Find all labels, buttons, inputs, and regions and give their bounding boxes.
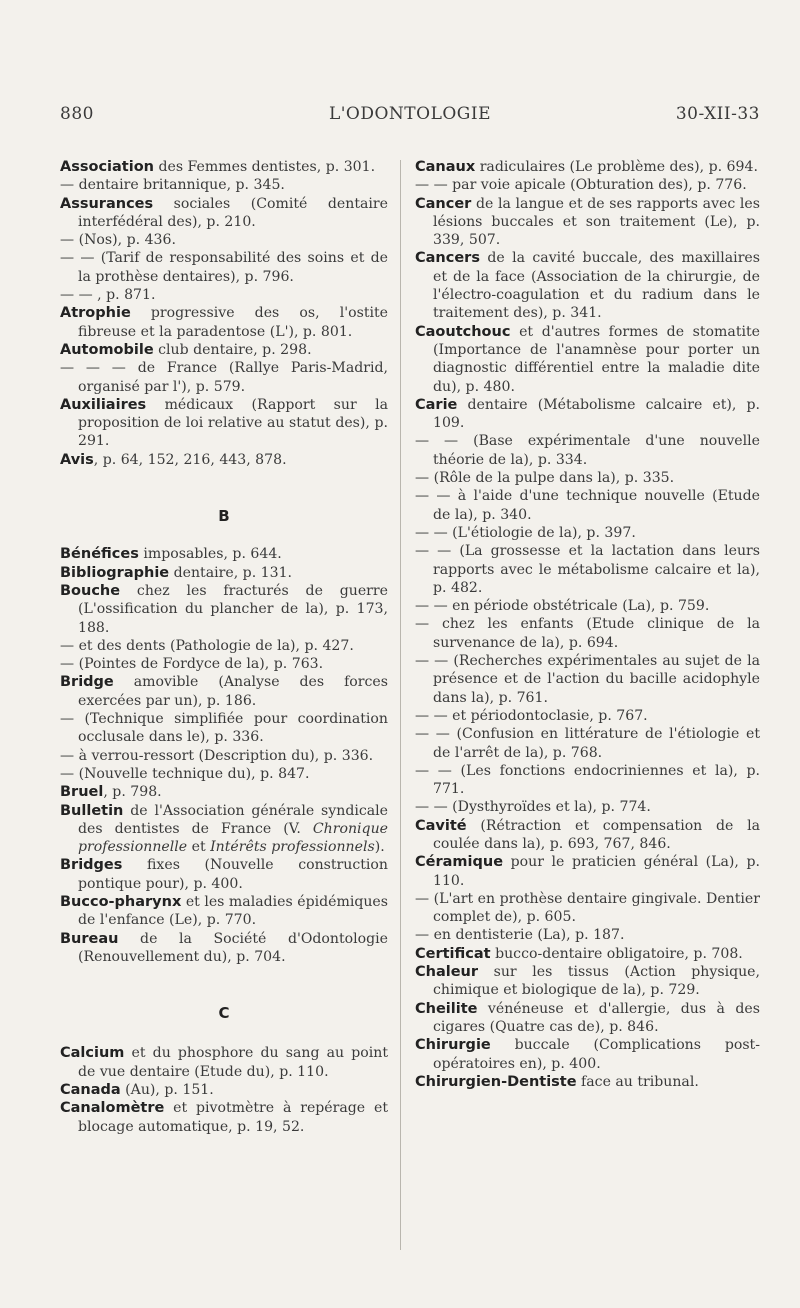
entry-keyword: Avis — [60, 451, 94, 468]
entry-text: bucco-dentaire obligatoire, p. 708. — [490, 945, 743, 962]
entry-text: — (Nos), p. 436. — [60, 232, 176, 249]
index-entry — [415, 963, 760, 1000]
index-entry — [415, 926, 760, 944]
index-entry — [415, 725, 760, 762]
index-entry — [60, 930, 388, 967]
index-entry — [60, 545, 388, 563]
entry-text: dentaire, p. 131. — [169, 564, 293, 581]
entry-text: — chez les enfants (Etude clinique de la survenance de la), p. 694. — [415, 616, 760, 651]
entry-keyword: Canaux — [415, 159, 476, 175]
index-entry — [415, 652, 760, 707]
index-entry — [60, 747, 388, 765]
index-entry — [60, 304, 388, 341]
entry-text: et d'autres formes de stomatite (Importance de l'anamnèse pour porter un diagnostic différentiel entre la maladie dite du), p. 480. — [433, 323, 760, 395]
index-entry — [60, 655, 388, 673]
index-entry — [60, 249, 388, 286]
entry-text: face au tribunal. — [576, 1073, 699, 1090]
entry-text: — — — de France (Rallye Paris-Madrid, organisé par l'), p. 579. — [60, 360, 388, 395]
entry-italic: Intérêts professionnels — [210, 839, 375, 856]
entry-keyword: Céramique — [415, 854, 504, 871]
page-number: 880 — [60, 104, 94, 124]
entry-text: — en dentisterie (La), p. 187. — [415, 927, 625, 944]
entry-text: dentaire (Métabolisme calcaire et), p. 109. — [433, 396, 760, 432]
entry-keyword: Bouche — [60, 582, 121, 599]
entry-text: progressive des os, l'ostite fibreuse et la paradentose (L'), p. 801. — [78, 305, 388, 340]
entry-keyword: Caoutchouc — [415, 323, 511, 340]
index-entry — [60, 856, 388, 893]
entry-text: — — , p. 871. — [60, 287, 156, 304]
index-entry — [60, 1081, 388, 1099]
entry-keyword: Bruel — [60, 784, 104, 801]
index-entry — [60, 195, 388, 232]
index-column-left — [60, 158, 388, 1136]
index-entry — [60, 582, 388, 637]
index-entry — [415, 249, 760, 322]
index-entry — [60, 783, 388, 801]
index-entry — [415, 707, 760, 725]
entry-text: médicaux (Rapport sur la proposition de loi relative au statut des), p. 291. — [78, 396, 388, 450]
entry-keyword: Assurances — [60, 195, 154, 212]
index-entry — [60, 451, 388, 469]
entry-text: des Femmes dentistes, p. 301. — [153, 159, 376, 175]
index-entry — [415, 1000, 760, 1037]
entry-text: chez les fracturés de guerre (L'ossification du plancher de la), p. 173, 188. — [78, 582, 388, 636]
entry-text: amovible (Analyse des forces exercées par un), p. 186. — [78, 674, 388, 709]
entry-keyword: Bureau — [60, 930, 119, 947]
index-entry — [415, 798, 760, 816]
index-entry — [60, 286, 388, 304]
entry-text: imposables, p. 644. — [138, 546, 282, 563]
entry-keyword: Chirurgie — [415, 1037, 491, 1054]
entry-keyword: Bibliographie — [60, 564, 170, 581]
entry-keyword: Bridge — [60, 674, 114, 691]
entry-keyword: Bulletin — [60, 802, 124, 819]
entry-text: — — à l'aide d'une technique nouvelle (Etude de la), p. 340. — [415, 488, 760, 523]
entry-keyword: Bucco-pharynx — [60, 893, 182, 910]
entry-keyword: Canada — [60, 1082, 121, 1099]
index-entry — [415, 817, 760, 854]
running-header — [60, 104, 760, 134]
index-entry — [60, 564, 388, 582]
entry-text: pour le praticien général (La), p. 110. — [433, 854, 760, 889]
entry-text: radiculaires (Le problème des), p. 694. — [475, 159, 758, 175]
entry-text: club dentaire, p. 298. — [153, 341, 312, 358]
section-letter: B — [218, 507, 230, 526]
index-entry — [415, 853, 760, 890]
entry-text: — — (La grossesse et la lactation dans leurs rapports avec le métabolisme calcaire et la), p. 482. — [415, 543, 760, 596]
entry-text: — à verrou-ressort (Description du), p. 336. — [60, 747, 374, 764]
entry-text: sur les tissus (Action physique, chimique et biologique de la), p. 729. — [433, 964, 760, 999]
entry-text: de la Société d'Odontologie (Renouvellement du), p. 704. — [78, 930, 388, 965]
entry-keyword: Certificat — [415, 945, 491, 962]
entry-text: et — [187, 839, 211, 856]
index-entry — [60, 765, 388, 783]
index-column-right — [415, 158, 760, 1091]
index-entry — [415, 396, 760, 433]
entry-keyword: Bénéfices — [60, 546, 139, 563]
index-entry — [60, 710, 388, 747]
entry-text: et du phosphore du sang au point de vue dentaire (Etude du), p. 110. — [78, 1045, 388, 1080]
index-entry — [60, 893, 388, 930]
entry-text: de la langue et de ses rapports avec les lésions buccales et son traitement (Le), p. 339, 507. — [433, 195, 760, 249]
entry-text: (Au), p. 151. — [120, 1082, 214, 1099]
index-entry — [60, 673, 388, 710]
index-entry — [415, 597, 760, 615]
index-entry — [415, 469, 760, 487]
entry-text: — — (Dysthyroïdes et la), p. 774. — [415, 799, 651, 816]
entry-keyword: Bridges — [60, 857, 123, 874]
index-entry — [415, 945, 760, 963]
entry-text: — — (Tarif de responsabilité des soins et de la prothèse dentaires), p. 796. — [60, 250, 388, 285]
index-entry — [415, 542, 760, 597]
entry-text: — — en période obstétricale (La), p. 759. — [415, 598, 710, 615]
index-entry — [415, 158, 760, 176]
index-entry — [415, 615, 760, 652]
entry-text: ). — [374, 839, 385, 856]
entry-text: et pivotmètre à repérage et blocage automatique, p. 19, 52. — [78, 1100, 388, 1135]
entry-keyword: Atrophie — [60, 305, 131, 322]
entry-text: de la cavité buccale, des maxillaires et de la face (Association de la chirurgie, de l'électro-coagulation et du radium dans le traitement des), p. 341. — [433, 250, 760, 322]
index-entry — [415, 762, 760, 799]
entry-keyword: Automobile — [60, 341, 154, 358]
index-entry — [415, 487, 760, 524]
entry-keyword: Canalomètre — [60, 1100, 165, 1117]
issue-date: 30-XII-33 — [675, 104, 760, 124]
index-entry — [60, 231, 388, 249]
entry-text: de l'Association générale syndicale des dentistes de France (V. — [78, 802, 388, 837]
index-entry — [60, 637, 388, 655]
entry-text: , p. 798. — [103, 784, 162, 801]
entry-text: — (L'art en prothèse dentaire gingivale. Dentier complet de), p. 605. — [415, 890, 760, 926]
entry-text: et les maladies épidémiques de l'enfance (Le), p. 770. — [78, 893, 388, 929]
index-entry — [60, 176, 388, 194]
index-entry — [60, 396, 388, 451]
index-entry — [415, 432, 760, 469]
entry-keyword: Carie — [415, 396, 458, 413]
entry-text: — — (Base expérimentale d'une nouvelle théorie de la), p. 334. — [415, 433, 760, 468]
index-entry — [60, 1044, 388, 1081]
journal-title: L'ODONTOLOGIE — [328, 104, 492, 124]
index-entry — [60, 341, 388, 359]
index-entry — [60, 802, 388, 857]
entry-text: vénéneuse et d'allergie, dus à des cigares (Quatre cas de), p. 846. — [433, 1000, 760, 1035]
entry-keyword: Chirurgien-Dentiste — [415, 1073, 577, 1090]
entry-text: (Rétraction et compensation de la coulée dans la), p. 693, 767, 846. — [433, 817, 760, 852]
entry-text: — — par voie apicale (Obturation des), p. 776. — [415, 177, 747, 194]
entry-text: — — et périodontoclasie, p. 767. — [415, 707, 648, 724]
entry-text: — (Pointes de Fordyce de la), p. 763. — [60, 656, 324, 673]
entry-keyword: Association — [60, 159, 154, 175]
entry-text: — (Rôle de la pulpe dans la), p. 335. — [415, 470, 675, 487]
entry-keyword: Calcium — [60, 1045, 125, 1062]
entry-text: buccale (Complications post-opératoires en), p. 400. — [433, 1037, 760, 1072]
entry-keyword: Cancers — [415, 250, 480, 267]
entry-keyword: Chaleur — [415, 964, 479, 981]
entry-text: sociales (Comité dentaire interfédéral des), p. 210. — [78, 195, 388, 230]
entry-text: — et des dents (Pathologie de la), p. 427. — [60, 637, 354, 654]
entry-text: — (Nouvelle technique du), p. 847. — [60, 765, 310, 782]
index-entry — [415, 195, 760, 250]
entry-text: fixes (Nouvelle construction pontique pour), p. 400. — [78, 857, 388, 892]
index-entry — [415, 1036, 760, 1073]
entry-keyword: Cavité — [415, 817, 467, 834]
index-entry — [415, 323, 760, 396]
index-entry — [415, 890, 760, 927]
entry-keyword: Auxiliaires — [60, 396, 147, 413]
index-entry — [415, 176, 760, 194]
entry-text: — (Technique simplifiée pour coordination occlusale dans le), p. 336. — [60, 711, 388, 746]
index-entry — [60, 1099, 388, 1136]
entry-text: — — (L'étiologie de la), p. 397. — [415, 524, 636, 541]
index-entry — [415, 524, 760, 542]
index-entry — [415, 1073, 760, 1091]
entry-keyword: Cancer — [415, 195, 472, 212]
entry-italic: Chronique professionnelle — [78, 820, 388, 856]
section-letter: C — [218, 1004, 230, 1023]
entry-text: , p. 64, 152, 216, 443, 878. — [93, 451, 287, 468]
entry-text: — — (Recherches expérimentales au sujet de la présence et de l'action du bacille acidophyle dans la), p. 761. — [415, 653, 760, 706]
index-entry — [60, 359, 388, 396]
entry-keyword: Cheilite — [415, 1000, 478, 1017]
entry-text: — dentaire britannique, p. 345. — [60, 177, 285, 194]
column-divider — [400, 160, 401, 1250]
index-entry — [60, 158, 388, 176]
entry-text: — — (Les fonctions endocriniennes et la), p. 771. — [415, 762, 760, 798]
entry-text: — — (Confusion en littérature de l'étiologie et de l'arrêt de la), p. 768. — [415, 726, 760, 761]
